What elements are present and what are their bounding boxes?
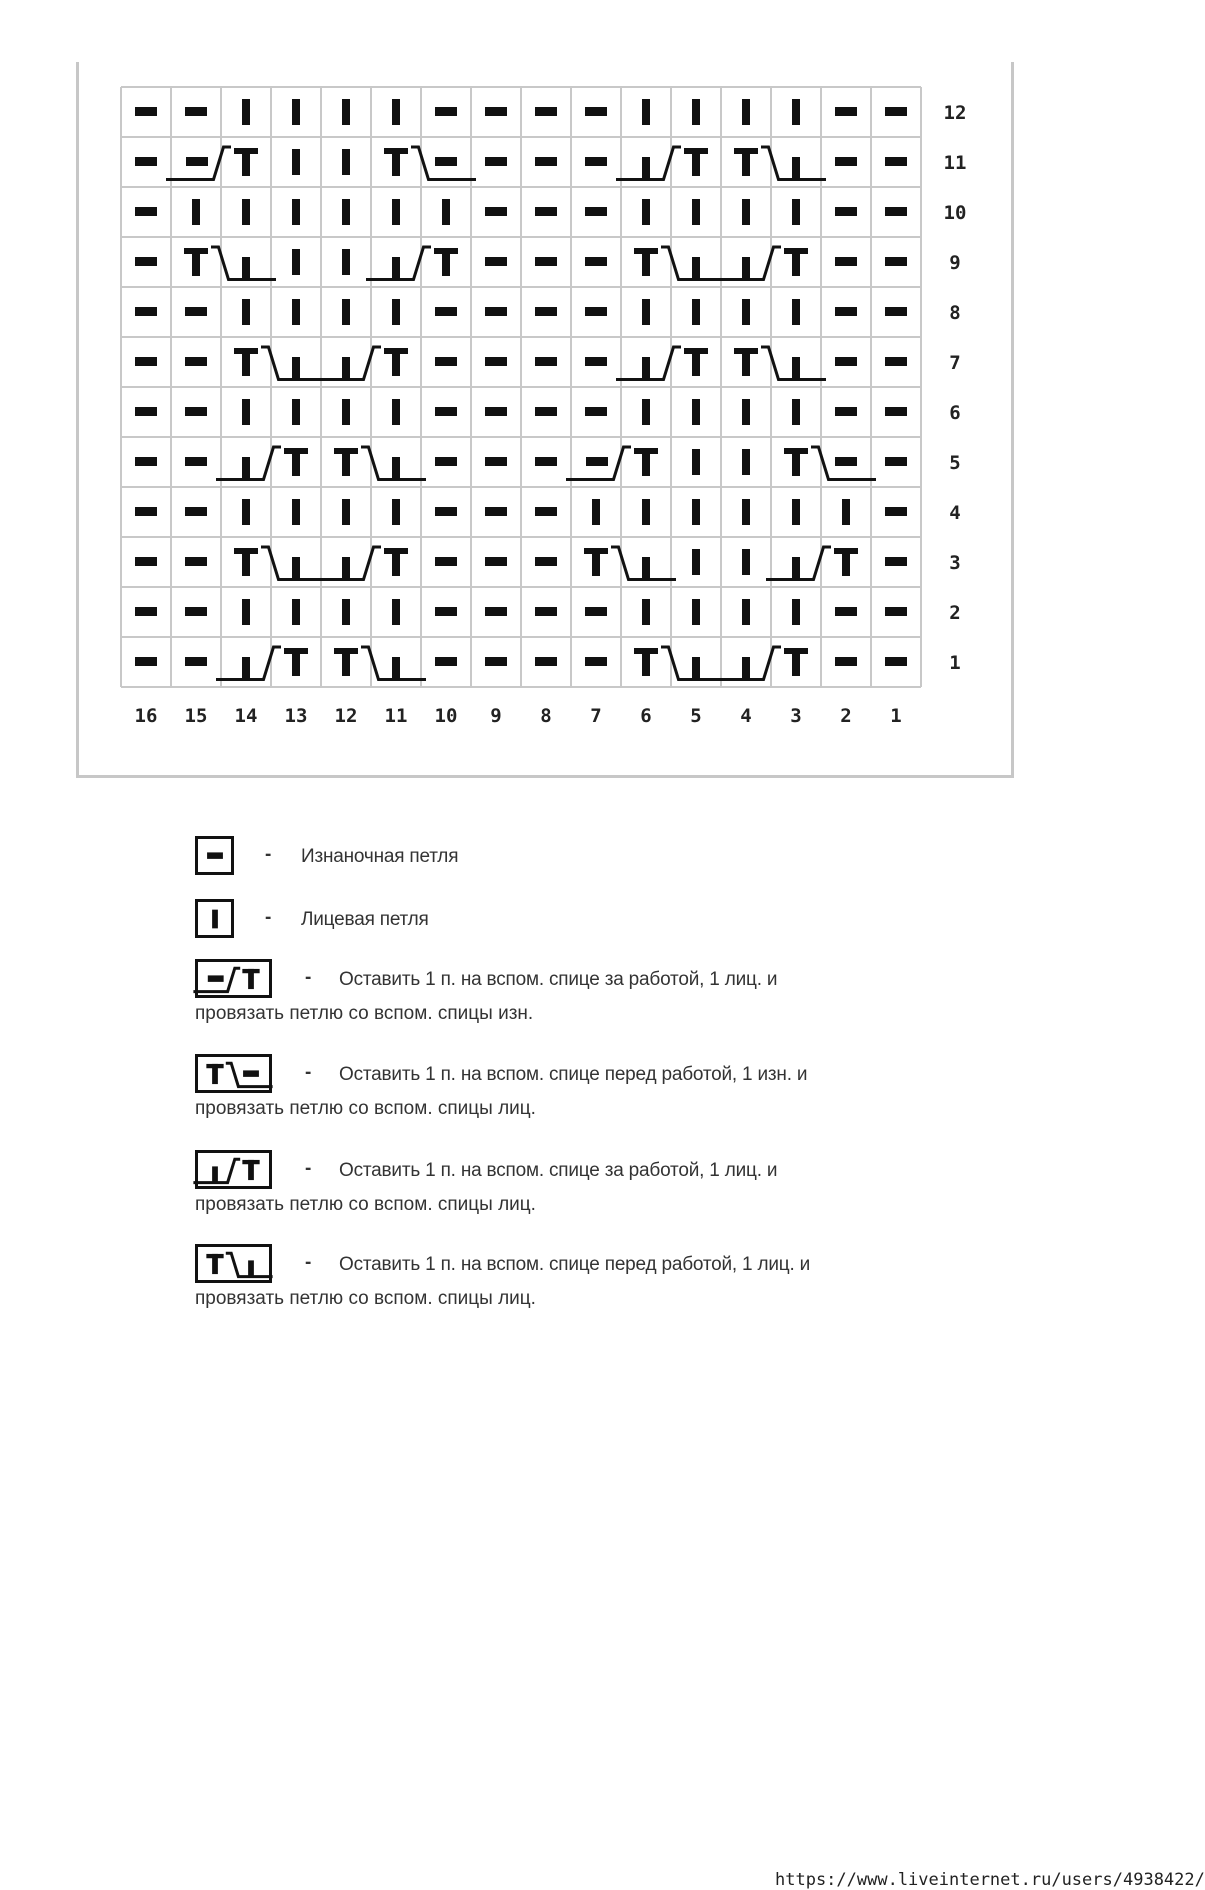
legend-text-continued: провязать петлю со вспом. спицы лиц. xyxy=(195,1288,536,1309)
column-label: 6 xyxy=(640,705,652,727)
purl-mark xyxy=(835,157,857,166)
row-label: 4 xyxy=(949,502,961,524)
knit-mark xyxy=(242,199,250,225)
column-label: 7 xyxy=(590,705,602,727)
purl-mark xyxy=(135,157,157,166)
purl-mark xyxy=(835,307,857,316)
purl-mark xyxy=(435,457,457,466)
cross-knit-low xyxy=(742,257,750,278)
purl-mark xyxy=(885,407,907,416)
row-label: 10 xyxy=(943,202,967,224)
purl-mark xyxy=(535,457,557,466)
purl-mark xyxy=(585,257,607,266)
cross-purl-low xyxy=(435,157,457,166)
knit-mark xyxy=(392,499,400,525)
knit-mark xyxy=(642,599,650,625)
purl-mark xyxy=(435,607,457,616)
legend-text-continued: провязать петлю со вспом. спицы лиц. xyxy=(195,1098,536,1119)
column-label: 16 xyxy=(134,705,158,727)
purl-mark xyxy=(885,557,907,566)
purl-mark xyxy=(485,607,507,616)
knit-mark xyxy=(392,599,400,625)
knit-mark xyxy=(442,199,450,225)
knit-cross-stem xyxy=(642,248,650,276)
legend-text-continued: провязать петлю со вспом. спицы изн. xyxy=(195,1003,534,1024)
column-label: 5 xyxy=(690,705,702,727)
knitting-chart xyxy=(0,0,1080,790)
purl-mark xyxy=(185,507,207,516)
knit-cross-stem xyxy=(292,648,300,676)
column-label: 9 xyxy=(490,705,502,727)
column-label: 12 xyxy=(334,705,358,727)
column-label: 1 xyxy=(890,705,902,727)
purl-mark xyxy=(585,107,607,116)
purl-mark xyxy=(135,657,157,666)
knit-mark xyxy=(642,399,650,425)
cross-knit-low xyxy=(392,257,400,278)
knit-cross-stem xyxy=(342,448,350,476)
knit-cross-stem xyxy=(212,1254,218,1274)
legend-dash: - xyxy=(305,967,312,988)
cross-knit-low xyxy=(792,157,800,178)
knit-cross-stem xyxy=(242,348,250,376)
row-label: 5 xyxy=(949,452,961,474)
cross-knit-low xyxy=(792,357,800,378)
knit-cross-stem xyxy=(792,448,800,476)
cross-knit-low xyxy=(642,357,650,378)
purl-mark xyxy=(435,107,457,116)
purl-mark xyxy=(835,357,857,366)
knit-cross-stem xyxy=(742,148,750,176)
knit-mark xyxy=(292,399,300,425)
purl-mark xyxy=(885,307,907,316)
knit-cross-stem xyxy=(248,1160,254,1180)
cross-knit-low xyxy=(642,557,650,578)
knit-mark xyxy=(642,299,650,325)
cross-right-knit-purl-icon xyxy=(195,1054,275,1094)
purl-mark xyxy=(535,107,557,116)
cross-left-knit-knit-icon xyxy=(195,1150,275,1190)
purl-mark xyxy=(585,207,607,216)
knit-mark xyxy=(292,599,300,625)
knit-mark xyxy=(342,399,350,425)
column-label: 13 xyxy=(284,705,308,727)
knit-mark xyxy=(342,249,350,275)
cross-knit-low xyxy=(742,657,750,678)
purl-mark xyxy=(185,107,207,116)
knit-cross-stem xyxy=(692,148,700,176)
row-label: 11 xyxy=(943,152,967,174)
purl-mark xyxy=(135,307,157,316)
purl-mark xyxy=(535,357,557,366)
row-label: 8 xyxy=(949,302,961,324)
purl-mark xyxy=(435,557,457,566)
knit-mark xyxy=(342,599,350,625)
knit-cross-stem xyxy=(642,448,650,476)
purl-mark xyxy=(885,607,907,616)
purl-mark xyxy=(485,307,507,316)
purl-mark xyxy=(185,557,207,566)
knit-mark xyxy=(792,599,800,625)
purl-mark xyxy=(535,507,557,516)
purl-mark xyxy=(485,107,507,116)
knit-mark xyxy=(392,99,400,125)
knit-cross-stem xyxy=(192,248,200,276)
knit-mark xyxy=(242,99,250,125)
knit-cross-stem xyxy=(842,548,850,576)
purl-mark xyxy=(207,852,223,858)
cross-knit-low xyxy=(342,557,350,578)
knit-mark xyxy=(742,449,750,475)
legend-dash: - xyxy=(265,844,272,865)
knit-mark xyxy=(392,299,400,325)
purl-mark xyxy=(535,257,557,266)
knit-symbol-icon xyxy=(195,899,235,939)
purl-mark xyxy=(135,207,157,216)
purl-mark xyxy=(585,407,607,416)
cross-knit-low xyxy=(248,1260,254,1275)
row-label: 9 xyxy=(949,252,961,274)
purl-mark xyxy=(535,657,557,666)
knit-cross-stem xyxy=(292,448,300,476)
knit-mark xyxy=(342,149,350,175)
purl-mark xyxy=(485,407,507,416)
purl-mark xyxy=(885,257,907,266)
purl-mark xyxy=(885,157,907,166)
knit-cross-stem xyxy=(242,548,250,576)
knit-cross-stem xyxy=(792,648,800,676)
knit-mark xyxy=(242,499,250,525)
row-label: 6 xyxy=(949,402,961,424)
knit-mark xyxy=(292,299,300,325)
purl-mark xyxy=(135,357,157,366)
cross-right-knit-knit-icon xyxy=(195,1244,275,1284)
purl-mark xyxy=(185,357,207,366)
cross-knit-low xyxy=(792,557,800,578)
column-label: 8 xyxy=(540,705,552,727)
knit-mark xyxy=(642,199,650,225)
knit-mark xyxy=(742,549,750,575)
purl-mark xyxy=(185,407,207,416)
knit-mark xyxy=(342,299,350,325)
knit-mark xyxy=(792,399,800,425)
cross-knit-low xyxy=(242,257,250,278)
purl-symbol-icon xyxy=(195,836,235,876)
column-label: 15 xyxy=(184,705,208,727)
purl-mark xyxy=(535,557,557,566)
cross-knit-low xyxy=(692,657,700,678)
purl-mark xyxy=(435,357,457,366)
purl-mark xyxy=(585,607,607,616)
purl-mark xyxy=(885,507,907,516)
legend-text: Оставить 1 п. на вспом. спице перед работой, 1 изн. и xyxy=(339,1064,808,1085)
purl-mark xyxy=(135,607,157,616)
row-label: 2 xyxy=(949,602,961,624)
cross-knit-low xyxy=(342,357,350,378)
column-label: 4 xyxy=(740,705,752,727)
knit-mark xyxy=(742,299,750,325)
knit-mark xyxy=(792,299,800,325)
row-label: 7 xyxy=(949,352,961,374)
knit-mark xyxy=(592,499,600,525)
knit-mark xyxy=(692,199,700,225)
purl-mark xyxy=(485,257,507,266)
purl-mark xyxy=(535,407,557,416)
knit-mark xyxy=(292,499,300,525)
cross-knit-low xyxy=(392,457,400,478)
legend-dash: - xyxy=(305,1062,312,1083)
legend-text: Оставить 1 п. на вспом. спице перед работой, 1 лиц. и xyxy=(339,1254,811,1275)
knit-mark xyxy=(212,910,218,929)
cross-knit-low xyxy=(692,257,700,278)
knit-cross-stem xyxy=(392,348,400,376)
column-label: 11 xyxy=(384,705,408,727)
row-label: 3 xyxy=(949,552,961,574)
knit-mark xyxy=(192,199,200,225)
purl-mark xyxy=(535,307,557,316)
purl-mark xyxy=(185,607,207,616)
knit-mark xyxy=(692,549,700,575)
knit-mark xyxy=(292,199,300,225)
purl-mark xyxy=(135,507,157,516)
purl-mark xyxy=(885,207,907,216)
cross-purl-low xyxy=(586,457,608,466)
knit-mark xyxy=(792,199,800,225)
knit-mark xyxy=(692,399,700,425)
knit-cross-stem xyxy=(248,969,254,989)
source-url: https://www.liveinternet.ru/users/4938422/ xyxy=(775,1870,1205,1890)
legend-text-continued: провязать петлю со вспом. спицы лиц. xyxy=(195,1194,536,1215)
knit-mark xyxy=(692,599,700,625)
purl-mark xyxy=(835,257,857,266)
knit-mark xyxy=(242,399,250,425)
purl-mark xyxy=(135,407,157,416)
purl-mark xyxy=(485,357,507,366)
knit-mark xyxy=(742,499,750,525)
knit-mark xyxy=(292,99,300,125)
purl-mark xyxy=(835,657,857,666)
column-label: 2 xyxy=(840,705,852,727)
cross-purl-low xyxy=(835,457,857,466)
purl-mark xyxy=(535,207,557,216)
legend-dash: - xyxy=(265,907,272,928)
purl-mark xyxy=(585,357,607,366)
knit-mark xyxy=(342,199,350,225)
cross-knit-low xyxy=(642,157,650,178)
purl-mark xyxy=(835,407,857,416)
knit-mark xyxy=(342,499,350,525)
cross-purl-low xyxy=(243,1070,259,1076)
knit-cross-stem xyxy=(442,248,450,276)
column-label: 10 xyxy=(434,705,458,727)
purl-mark xyxy=(885,107,907,116)
purl-mark xyxy=(485,157,507,166)
knit-cross-stem xyxy=(592,548,600,576)
cross-purl-low xyxy=(208,975,224,981)
legend-text: Оставить 1 п. на вспом. спице за работой, 1 лиц. и xyxy=(339,969,778,990)
knit-mark xyxy=(392,199,400,225)
purl-mark xyxy=(435,657,457,666)
cross-left-purl-knit-icon xyxy=(195,959,275,999)
knit-cross-stem xyxy=(342,648,350,676)
cross-knit-low xyxy=(212,1166,218,1181)
knit-mark xyxy=(692,299,700,325)
purl-mark xyxy=(835,207,857,216)
cross-knit-low xyxy=(292,557,300,578)
knit-mark xyxy=(742,199,750,225)
purl-mark xyxy=(485,207,507,216)
knit-mark xyxy=(742,399,750,425)
legend-dash: - xyxy=(305,1158,312,1179)
knit-cross-stem xyxy=(212,1064,218,1084)
purl-mark xyxy=(485,507,507,516)
col-labels xyxy=(135,705,902,727)
purl-mark xyxy=(485,457,507,466)
purl-mark xyxy=(485,557,507,566)
knit-mark xyxy=(742,99,750,125)
knit-mark xyxy=(342,99,350,125)
knit-mark xyxy=(792,499,800,525)
row-label: 12 xyxy=(943,102,967,124)
purl-mark xyxy=(835,107,857,116)
purl-mark xyxy=(435,507,457,516)
knit-cross-stem xyxy=(742,348,750,376)
purl-mark xyxy=(185,307,207,316)
knit-mark xyxy=(642,499,650,525)
purl-mark xyxy=(135,557,157,566)
knit-cross-stem xyxy=(692,348,700,376)
purl-mark xyxy=(185,457,207,466)
legend-text: Изнаночная петля xyxy=(301,846,459,867)
knit-cross-stem xyxy=(242,148,250,176)
purl-mark xyxy=(835,607,857,616)
row-labels xyxy=(944,102,967,674)
purl-mark xyxy=(885,457,907,466)
knit-mark xyxy=(842,499,850,525)
legend-text: Лицевая петля xyxy=(301,909,429,930)
purl-mark xyxy=(435,307,457,316)
purl-mark xyxy=(185,657,207,666)
cross-knit-low xyxy=(242,657,250,678)
column-label: 14 xyxy=(234,705,258,727)
purl-mark xyxy=(435,407,457,416)
knit-mark xyxy=(792,99,800,125)
purl-mark xyxy=(585,307,607,316)
purl-mark xyxy=(135,257,157,266)
legend-text: Оставить 1 п. на вспом. спице за работой, 1 лиц. и xyxy=(339,1160,778,1181)
knit-mark xyxy=(642,99,650,125)
cross-knit-low xyxy=(242,457,250,478)
purl-mark xyxy=(135,107,157,116)
purl-mark xyxy=(885,357,907,366)
knit-cross-stem xyxy=(392,148,400,176)
purl-mark xyxy=(885,657,907,666)
purl-mark xyxy=(535,157,557,166)
knit-mark xyxy=(392,399,400,425)
cross-purl-low xyxy=(186,157,208,166)
purl-mark xyxy=(485,657,507,666)
knit-cross-stem xyxy=(642,648,650,676)
row-label: 1 xyxy=(949,652,961,674)
knit-mark xyxy=(692,499,700,525)
knit-mark xyxy=(692,449,700,475)
purl-mark xyxy=(585,657,607,666)
purl-mark xyxy=(585,157,607,166)
cross-knit-low xyxy=(392,657,400,678)
knit-mark xyxy=(692,99,700,125)
purl-mark xyxy=(135,457,157,466)
cross-knit-low xyxy=(292,357,300,378)
knit-cross-stem xyxy=(392,548,400,576)
legend-dash: - xyxy=(305,1252,312,1273)
column-label: 3 xyxy=(790,705,802,727)
knit-mark xyxy=(742,599,750,625)
purl-mark xyxy=(535,607,557,616)
knit-mark xyxy=(242,599,250,625)
knit-mark xyxy=(292,149,300,175)
knit-mark xyxy=(242,299,250,325)
knit-cross-stem xyxy=(792,248,800,276)
knit-mark xyxy=(292,249,300,275)
